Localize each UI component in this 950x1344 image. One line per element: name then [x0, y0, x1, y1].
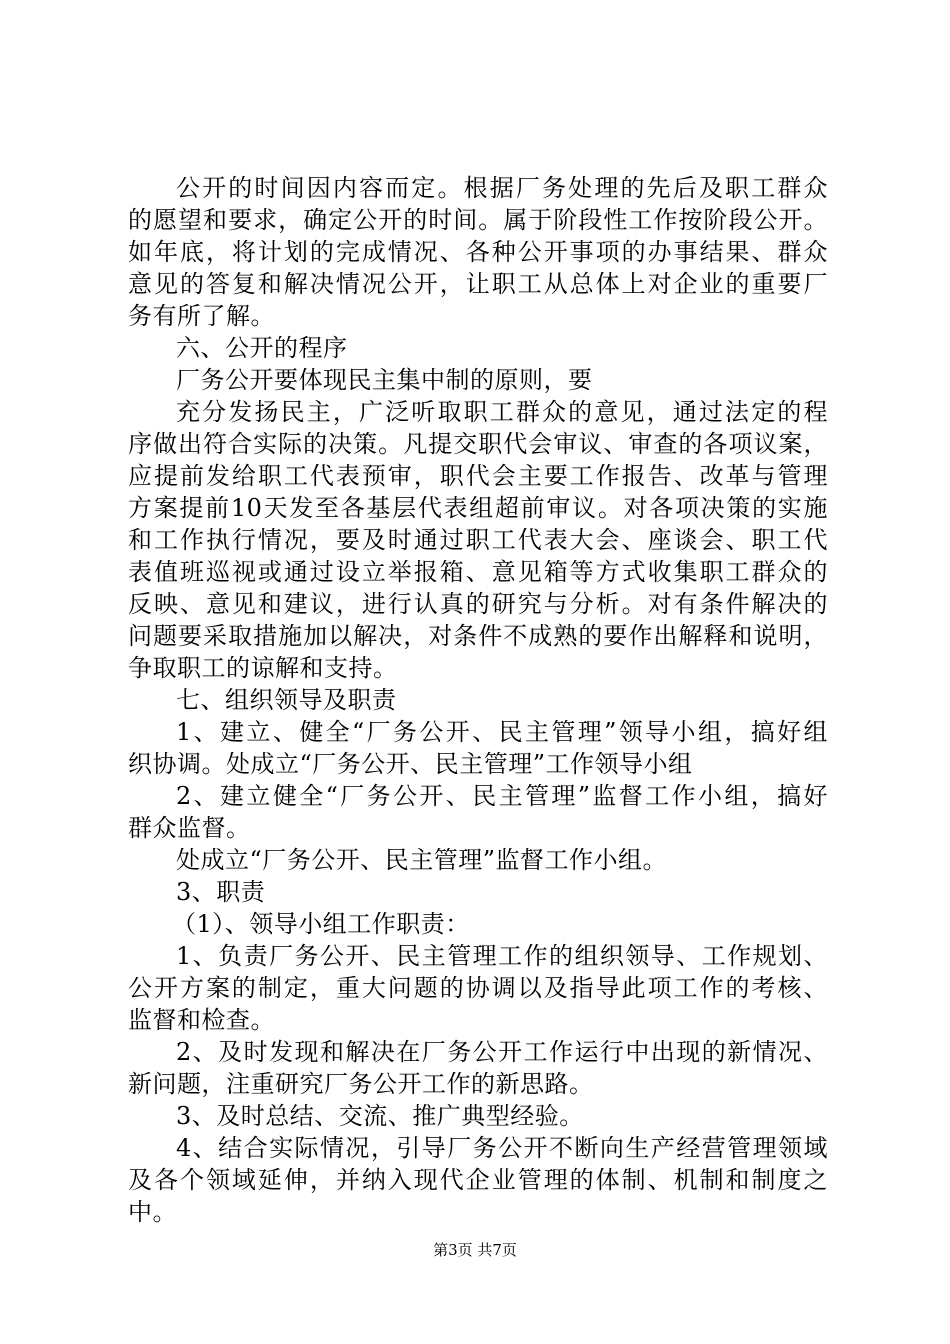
text-line: 如年底，将计划的完成情况、各种公开事项的办事结果、群众	[128, 238, 828, 266]
text-line: 充分发扬民主，广泛听取职工群众的意见，通过法定的程	[176, 398, 828, 426]
text-line: 及各个领域延伸，并纳入现代企业管理的体制、机制和制度之	[128, 1166, 828, 1194]
text-line: 4、结合实际情况，引导厂务公开不断向生产经营管理领域	[176, 1134, 828, 1162]
text-line: 3、职责	[176, 878, 266, 906]
text-line: 方案提前10天发至各基层代表组超前审议。对各项决策的实施	[128, 494, 828, 522]
section-heading: 七、组织领导及职责	[176, 686, 397, 714]
text-line: 群众监督。	[128, 814, 251, 842]
text-line: 1、负责厂务公开、民主管理工作的组织领导、工作规划、	[176, 942, 828, 970]
text-line: 争取职工的谅解和支持。	[128, 654, 398, 682]
text-line: 的愿望和要求，确定公开的时间。属于阶段性工作按阶段公开。	[128, 206, 828, 234]
text-line: 中。	[128, 1198, 177, 1226]
document-body	[128, 172, 828, 1228]
section-heading: 六、公开的程序	[176, 334, 348, 362]
text-line: 厂务公开要体现民主集中制的原则，要	[176, 366, 593, 394]
text-line: 新问题，注重研究厂务公开工作的新思路。	[128, 1070, 594, 1098]
text-line: 公开方案的制定，重大问题的协调以及指导此项工作的考核、	[128, 974, 828, 1002]
text-line: 应提前发给职工代表预审，职代会主要工作报告、改革与管理	[128, 462, 828, 490]
text-line: 表值班巡视或通过设立举报箱、意见箱等方式收集职工群众的	[128, 558, 828, 586]
text-line: 和工作执行情况，要及时通过职工代表大会、座谈会、职工代	[128, 526, 828, 554]
text-line: 问题要采取措施加以解决，对条件不成熟的要作出解释和说明，	[128, 622, 828, 650]
text-line: 意见的答复和解决情况公开，让职工从总体上对企业的重要厂	[128, 270, 828, 298]
text-line: 公开的时间因内容而定。根据厂务处理的先后及职工群众	[176, 174, 828, 202]
text-line: 1、建立、健全“厂务公开、民主管理”领导小组，搞好组	[176, 718, 828, 746]
text-line: 处成立“厂务公开、民主管理”监督工作小组。	[176, 846, 668, 874]
text-line: 2、及时发现和解决在厂务公开工作运行中出现的新情况、	[176, 1038, 828, 1066]
text-line: 2、建立健全“厂务公开、民主管理”监督工作小组，搞好	[176, 782, 828, 810]
page-footer	[0, 1240, 950, 1260]
text-line: 务有所了解。	[128, 302, 275, 330]
text-line: 监督和检查。	[128, 1006, 275, 1034]
text-line: 织协调。处成立“厂务公开、民主管理”工作领导小组	[128, 750, 693, 778]
text-line: 反映、意见和建议，进行认真的研究与分析。对有条件解决的	[128, 590, 828, 618]
text-line: 3、及时总结、交流、推广典型经验。	[176, 1102, 584, 1130]
text-line: （1）、领导小组工作职责：	[172, 910, 470, 938]
text-line: 序做出符合实际的决策。凡提交职代会审议、审查的各项议案，	[128, 430, 828, 458]
page-number: 第3页 共7页	[433, 1241, 517, 1259]
